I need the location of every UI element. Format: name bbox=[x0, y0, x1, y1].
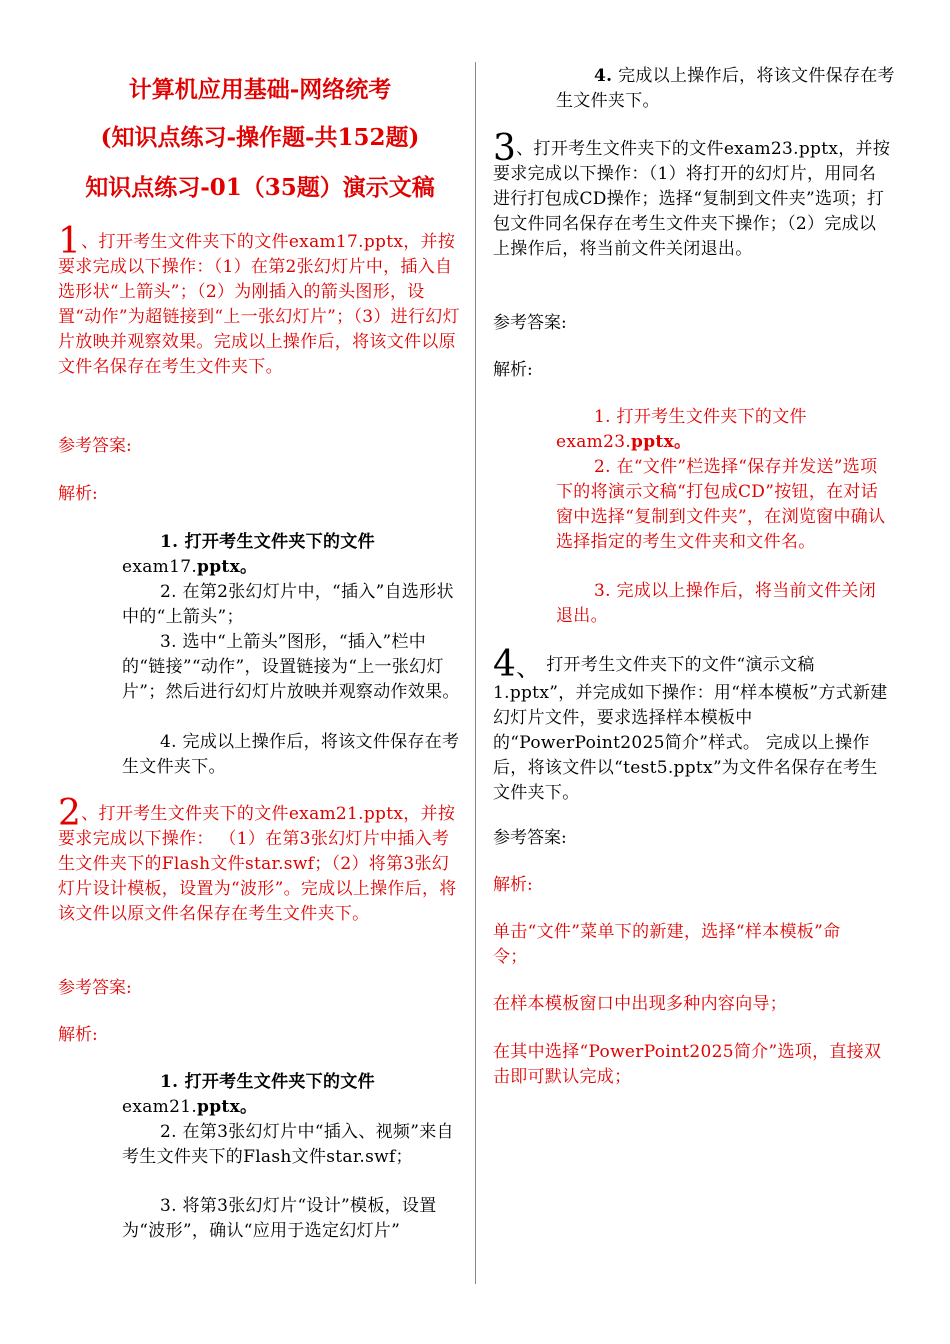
step-2: 2. 在第3张幻灯片中“插入、视频”来自考生文件夹下的Flash文件star.swf； bbox=[122, 1122, 454, 1167]
question-number: 4 bbox=[493, 644, 517, 685]
analysis-line-2: 在样本模板窗口中出现多种内容向导； bbox=[493, 994, 788, 1014]
step-2: 2. 在“文件”栏选择“保存并发送”选项下的将演示文稿“打包成CD”按钮，在对话窗中选择“复制到文件夹”，在浏览窗中确认选择指定的考生文件夹和文件名。 bbox=[556, 457, 886, 552]
analysis-line-1: 单击“文件”菜单下的新建，选择“样本模板”命令； bbox=[493, 922, 841, 967]
analysis-label: 解析: bbox=[493, 875, 533, 895]
step-1: 1. 打开考生文件夹下的文件exam23.pptx。 bbox=[556, 407, 807, 452]
analysis-line-3: 在其中选择“PowerPoint2025简介”选项，直接双击即可默认完成； bbox=[493, 1042, 882, 1087]
question-text: 、打开考生文件夹下的文件exam23.pptx，并按要求完成以下操作：（1）将打开的幻灯片，用同名进行打包成CD操作；选择“复制到文件夹”选项；打包文件同名保存在考生文件夹下操作；（2）完成以上操作后，将当前文件关闭退出。 bbox=[493, 139, 891, 259]
step-4: 4. 完成以上操作后，将该文件保存在考生文件夹下。 bbox=[122, 732, 460, 777]
column-divider bbox=[475, 62, 476, 1284]
step-1: 1. 打开考生文件夹下的文件exam17.pptx。 bbox=[122, 532, 375, 577]
question-4: 4、 打开考生文件夹下的文件“演示文稿1.pptx”，并完成如下操作：用“样本模板”方式新建幻灯片文件，要求选择样本模板中的“PowerPoint2025简介”样式。 完成以上操作后，将该文件以“test5.pptx”为文件名保存在考生文件夹下。 bbox=[493, 644, 888, 803]
question-text: 、打开考生文件夹下的文件exam21.pptx，并按要求完成以下操作： （1）在第3张幻灯片中插入考生文件夹下的Flash文件star.swf；（2）将第3张幻灯片设计模板，设置为“波形”。完成以上操作后，将该文件以原文件名保存在考生文件夹下。 bbox=[58, 804, 457, 924]
answer-label: 参考答案: bbox=[493, 313, 567, 333]
answer-label: 参考答案: bbox=[58, 436, 132, 456]
question-2 bbox=[58, 793, 460, 927]
question-text: 、打开考生文件夹下的文件exam17.pptx，并按要求完成以下操作：（1）在第2张幻灯片中，插入自选形状“上箭头”；（2）为刚插入的箭头图形，设置“动作”为超链接到“上一张幻灯片”；（3）进行幻灯片放映并观察效果。完成以上操作后，将该文件以原文件名保存在考生文件夹下。 bbox=[58, 232, 460, 377]
question-number: 2 bbox=[58, 793, 82, 834]
answer-label: 参考答案: bbox=[493, 828, 567, 848]
analysis-label: 解析: bbox=[493, 360, 533, 380]
analysis-label: 解析: bbox=[58, 484, 98, 504]
answer-label: 参考答案: bbox=[58, 978, 132, 998]
title-line-2: (知识点练习-操作题-共152题) bbox=[100, 124, 420, 151]
question-text: 打开考生文件夹下的文件“演示文稿1.pptx”，并完成如下操作：用“样本模板”方式新建幻灯片文件，要求选择样本模板中的“PowerPoint2025简介”样式。 完成以上操作后，将该文件以“test5.pptx”为文件名保存在考生文件夹下。 bbox=[493, 655, 888, 803]
step-3: 3. 完成以上操作后，将当前文件关闭退出。 bbox=[556, 581, 877, 626]
question-1 bbox=[58, 221, 460, 380]
step-2: 2. 在第2张幻灯片中，“插入”自选形状中的“上箭头”； bbox=[122, 582, 454, 627]
question-number: 1 bbox=[58, 221, 82, 262]
question-number: 3 bbox=[493, 128, 517, 169]
analysis-label: 解析: bbox=[58, 1025, 98, 1045]
step-3: 3. 选中“上箭头”图形，“插入”栏中的“链接”“动作”，设置链接为“上一张幻灯片”；然后进行幻灯片放映并观察动作效果。 bbox=[122, 632, 460, 702]
question-3 bbox=[493, 128, 893, 262]
step-1: 1. 打开考生文件夹下的文件exam21.pptx。 bbox=[122, 1072, 375, 1117]
step-4: 4. 完成以上操作后，将该文件保存在考生文件夹下。 bbox=[556, 66, 895, 111]
title-line-1: 计算机应用基础-网络统考 bbox=[128, 76, 392, 103]
step-3: 3. 将第3张幻灯片“设计”模板，设置为“波形”，确认“应用于选定幻灯片” bbox=[122, 1196, 437, 1241]
title-line-3: 知识点练习-01（35题）演示文稿 bbox=[85, 174, 435, 201]
